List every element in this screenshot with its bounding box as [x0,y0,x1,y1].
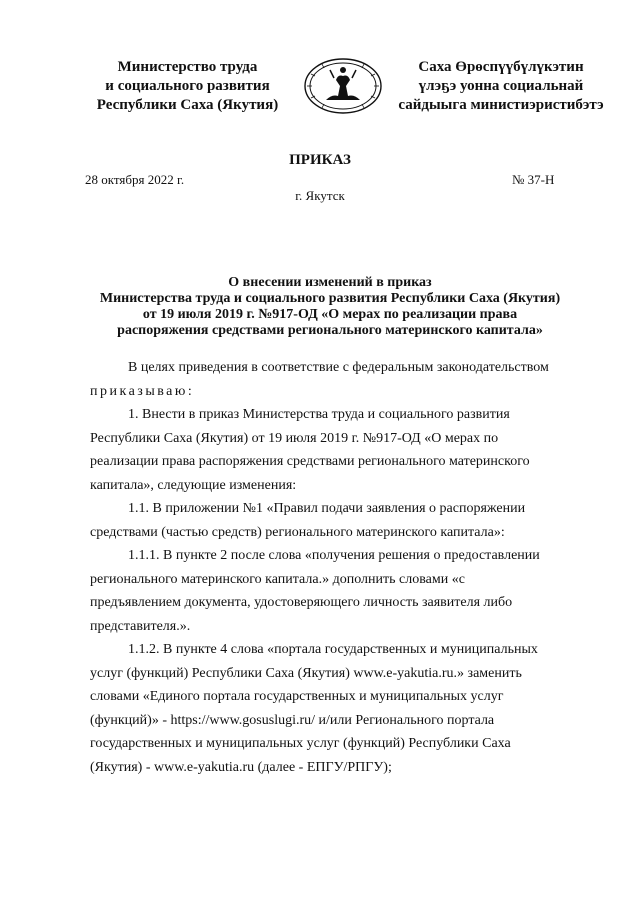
body-line: представителя.». [90,618,191,634]
ministry-name-line: Республики Саха (Якутия) [96,97,279,113]
body-line: (Якутия) - www.e-yakutia.ru (далее - ЕПГУ/РПГУ); [90,759,392,775]
item-1-1-paragraph [90,497,596,544]
body-line: приказываю: [90,383,195,399]
body-line: предъявлением документа, удостоверяющего личность заявителя либо [90,595,513,610]
body-line: средствами (частью средств) регионального материнского капитала»: [90,524,505,540]
body-line: (функций)» - https://www.gosuslugi.ru/ и/или Регионального портала [90,712,495,728]
document-number: № 37-Н [512,172,555,187]
item-1-paragraph [90,403,596,497]
title-line: Министерства труда и социального развития Республики Саха (Якутия) [99,291,561,306]
preamble-paragraph [90,356,596,403]
ministry-name-line: Министерство труда [117,59,258,75]
document-date: 28 октября 2022 г. [85,172,185,187]
ministry-name-line: үлэҕэ уонна социальнай [418,78,584,94]
ministry-name-line: сайдыыга министиэристибэтэ [398,97,604,113]
body-line: словами «Единого портала государственных и муниципальных услуг [90,689,504,704]
body-line: 1.1. В приложении №1 «Правил подачи заявления о распоряжении [128,501,526,516]
body-line: 1.1.1. В пункте 2 после слова «получения решения о предоставлении [128,548,540,563]
coat-of-arms-icon [302,56,384,116]
body-line: Республики Саха (Якутия) от 19 июля 2019 г. №917-ОД «О мерах по [90,430,499,446]
body-line: капитала», следующие изменения: [90,477,297,493]
ministry-name-line: Саха Өрөспүүбүлүкэтин [418,59,584,75]
ministry-name-line: и социального развития [105,78,270,94]
title-line: О внесении изменений в приказ [228,275,432,290]
body-line: государственных и муниципальных услуг (функций) Республики Саха [90,736,511,751]
body-line: услуг (функций) Республики Саха (Якутия) www.e-yakutia.ru.» заменить [90,665,522,681]
body-line: 1. Внести в приказ Министерства труда и социального развития [128,407,510,422]
body-line: реализации права распоряжения средствами регионального материнского [90,454,530,469]
document-body [90,356,596,779]
document-title [60,275,600,339]
item-1-1-1-paragraph [90,544,596,638]
title-line: от 19 июля 2019 г. №917-ОД «О мерах по реализации права [142,307,518,322]
item-1-1-2-paragraph [90,638,596,779]
document-type: ПРИКАЗ [289,152,351,168]
body-line: 1.1.2. В пункте 4 слова «портала государственных и муниципальных [128,642,538,657]
document-city: г. Якутск [295,188,345,203]
ministry-name-sakha [392,58,610,115]
ministry-name-russian [80,58,295,115]
title-line: распоряжения средствами регионального материнского капитала» [117,323,543,338]
body-line: регионального материнского капитала.» дополнить словами «с [90,571,465,587]
body-line: В целях приведения в соответствие с федеральным законодательством [128,360,549,375]
